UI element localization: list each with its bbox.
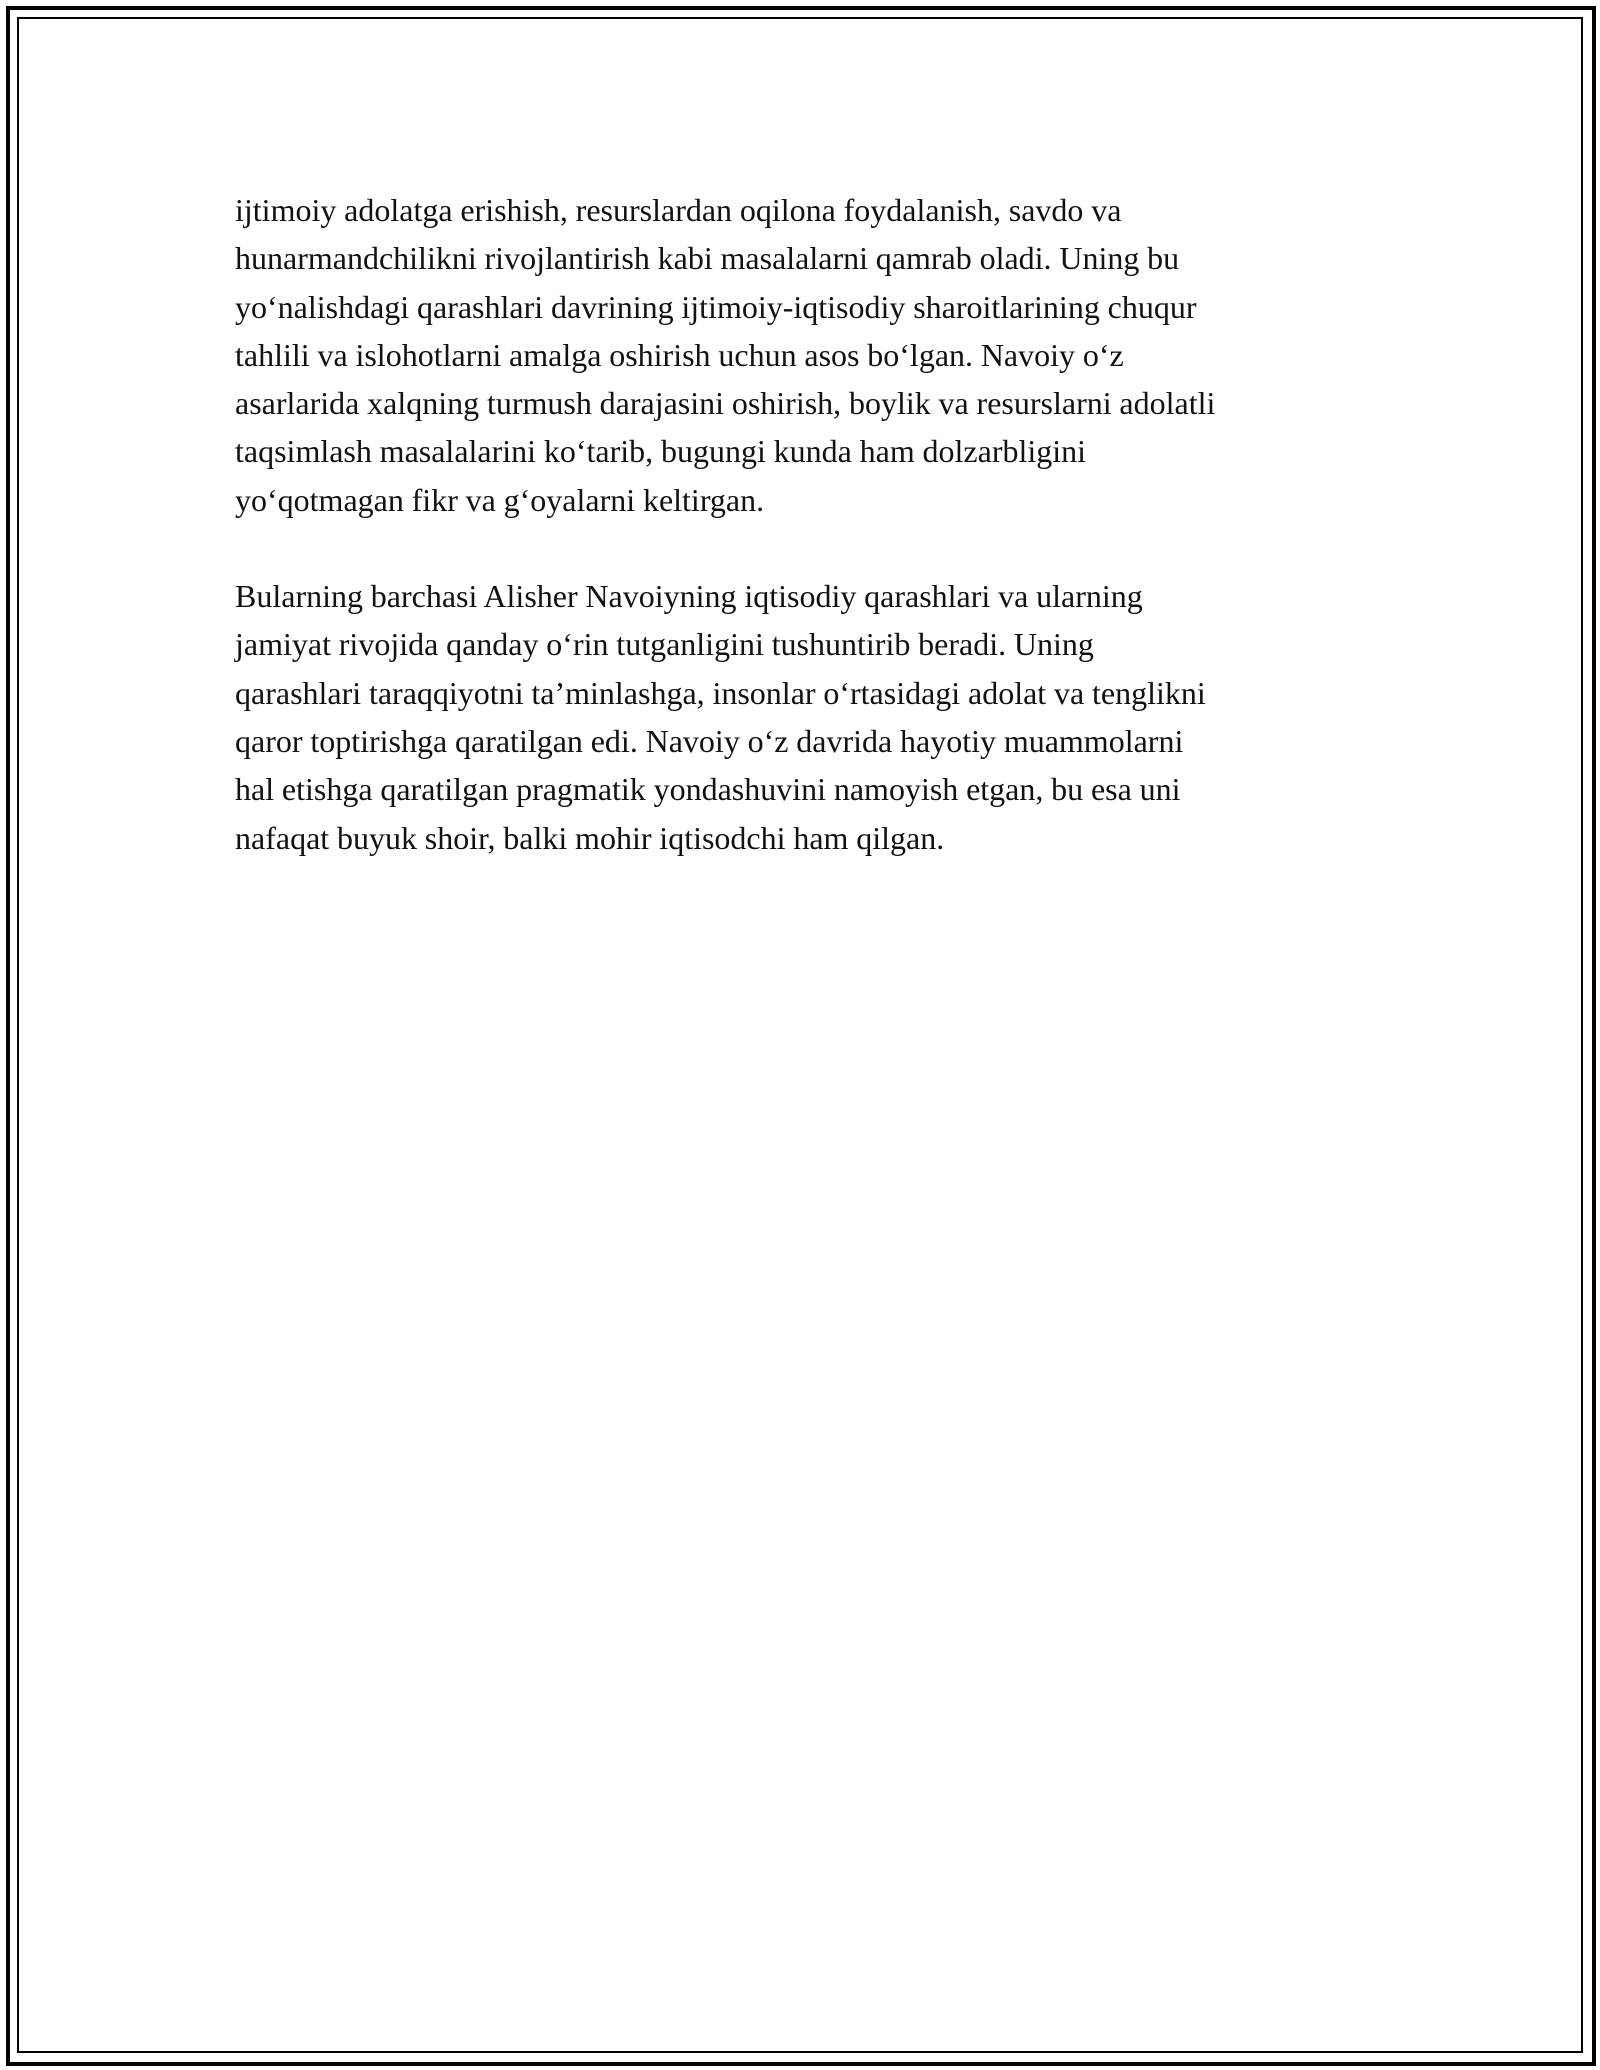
document-body	[235, 186, 1395, 862]
text-line: hal etishga qaratilgan pragmatik yondashuvini namoyish etgan, bu esa uni	[235, 771, 1181, 808]
text-line: tahlili va islohotlarni amalga oshirish uchun asos bo‘lgan. Navoiy o‘z	[235, 336, 1124, 373]
text-line: nafaqat buyuk shoir, balki mohir iqtisodchi ham qilgan.	[235, 819, 945, 856]
text-line: ijtimoiy adolatga erishish, resurslardan oqilona foydalanish, savdo va	[235, 192, 1122, 228]
text-line: Bularning barchasi Alisher Navoiyning iqtisodiy qarashlari va ularning	[235, 578, 1143, 615]
paragraph-2	[235, 572, 1395, 862]
text-line: yo‘qotmagan fikr va g‘oyalarni keltirgan.	[235, 481, 765, 518]
text-line: asarlarida xalqning turmush darajasini oshirish, boylik va resurslarni adolatli	[235, 385, 1216, 422]
text-line: yo‘nalishdagi qarashlari davrining ijtimoiy-iqtisodiy sharoitlarining chuqur	[235, 288, 1197, 325]
text-line: qaror toptirishga qaratilgan edi. Navoiy o‘z davrida hayotiy muammolarni	[235, 722, 1184, 759]
text-line: qarashlari taraqqiyotni ta’minlashga, insonlar o‘rtasidagi adolat va tenglikni	[235, 674, 1206, 711]
text-line: hunarmandchilikni rivojlantirish kabi masalalarni qamrab oladi. Uning bu	[235, 240, 1180, 277]
paragraph-1	[235, 186, 1395, 524]
text-line: jamiyat rivojida qanday o‘rin tutganligini tushuntirib beradi. Uning	[235, 626, 1094, 663]
text-line: taqsimlash masalalarini ko‘tarib, bugungi kunda ham dolzarbligini	[235, 433, 1087, 470]
